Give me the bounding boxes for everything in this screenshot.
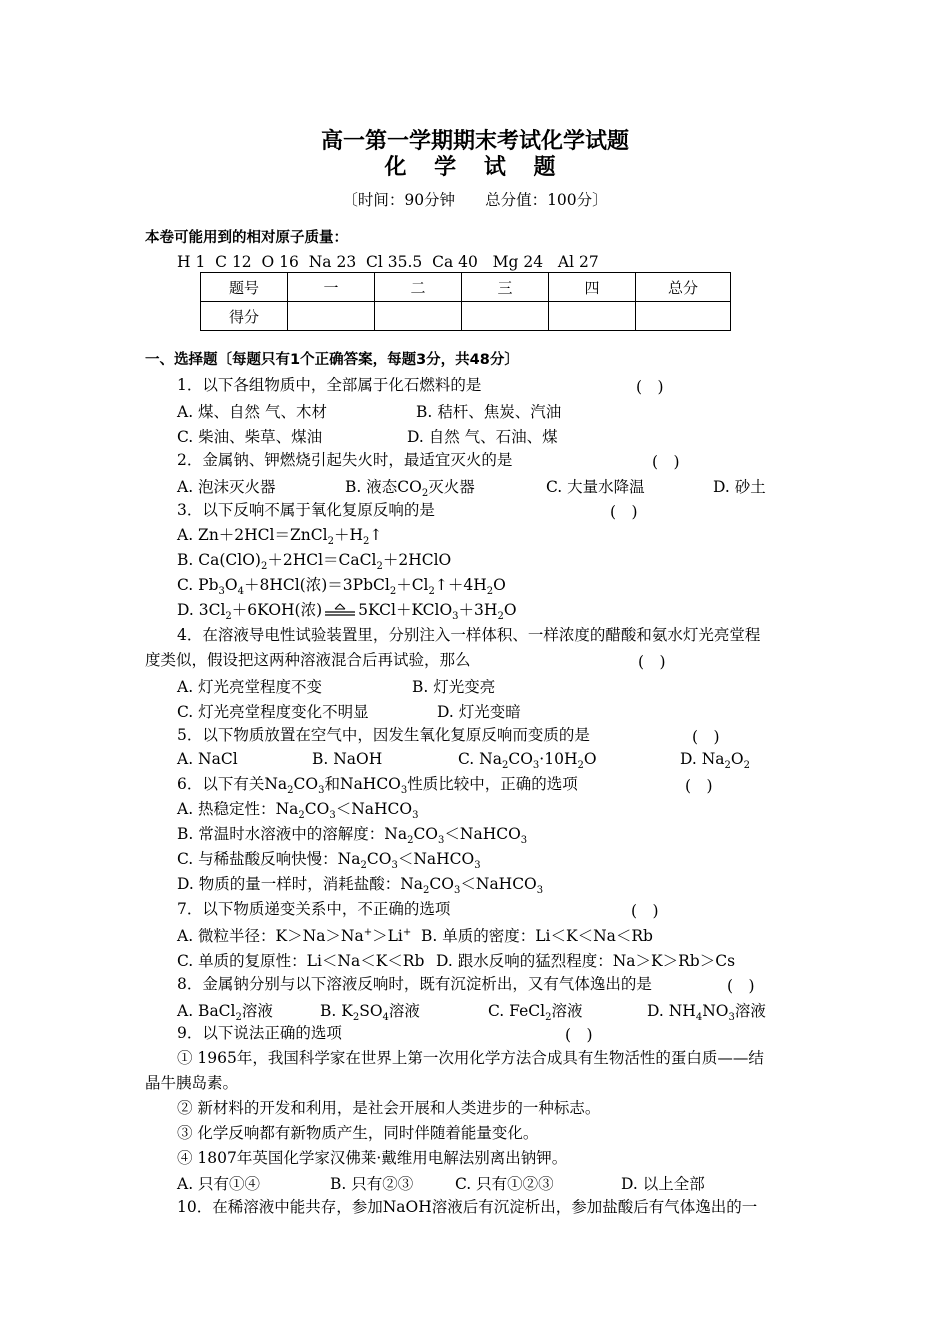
exam-title: 高一第一学期期末考试化学试题	[320, 129, 629, 154]
score-header-cell: 一	[288, 273, 375, 302]
option-c: C. 只有①②③	[455, 1175, 554, 1193]
option-d: D. $3Cl_2+6KOH$(浓) $5KCl+KClO_3+3H_2O$	[177, 601, 517, 623]
score-cell	[288, 302, 375, 331]
option-d: D. 物质的量一样时，消耗盐酸：$Na_2CO_3<NaHCO_3$	[177, 875, 544, 897]
statement-2: ② 新材料的开发和利用，是社会开展和人类进步的一种标志。	[177, 1099, 601, 1117]
atomic-mass-values: H 1 C 12 O 16 Na 23 Cl 35.5 Ca 40 Mg 24 Al 27	[177, 253, 599, 271]
question-1: 1．以下各组物质中，全部属于化石燃料的是	[177, 376, 482, 394]
option-a: A. $Zn+2HCl=ZnCl_2+H_2↑$	[177, 526, 383, 548]
answer-blank: ( )	[610, 503, 638, 521]
heat-equals-icon	[322, 604, 358, 618]
answer-blank: ( )	[631, 902, 659, 920]
score-table	[200, 272, 731, 331]
option-a: A. 热稳定性：$Na_2CO_3<NaHCO_3$	[177, 800, 419, 822]
option-d: D. $NH_4NO_3$溶液	[647, 1002, 766, 1024]
option-b: B. NaOH	[312, 750, 383, 768]
score-header-cell: 题号	[201, 273, 288, 302]
question-10: 10．在稀溶液中能共存，参加NaOH溶液后有沉淀析出，参加盐酸后有气体逸出的一	[177, 1198, 758, 1216]
option-a: A. 微粒半径：K＞Na＞Na+＞Li+	[177, 926, 412, 945]
exam-subtitle: 化 学 试 题	[384, 155, 566, 180]
score-header-cell: 三	[462, 273, 549, 302]
score-header-cell: 二	[375, 273, 462, 302]
option-c: C. 柴油、柴草、煤油	[177, 428, 323, 446]
answer-blank: ( )	[685, 777, 713, 795]
answer-blank: ( )	[565, 1026, 593, 1044]
option-d: D. 砂土	[713, 478, 766, 496]
option-b: B. $Ca(ClO)_2+2HCl=CaCl_2+2HClO$	[177, 551, 452, 573]
score-header-cell: 总分	[636, 273, 731, 302]
option-d: D. 灯光变暗	[437, 703, 521, 721]
option-a: A. NaCl	[177, 750, 238, 768]
option-a: A. 灯光亮堂程度不变	[177, 678, 323, 696]
score-cell	[462, 302, 549, 331]
question-8: 8．金属钠分别与以下溶液反响时，既有沉淀析出，又有气体逸出的是	[177, 975, 652, 993]
score-row-label: 得分	[201, 302, 288, 331]
option-b: B. $K_2SO_4$溶液	[320, 1002, 420, 1024]
statement-1-continued: 晶牛胰岛素。	[145, 1074, 239, 1092]
option-d: D. $Na_2O_2$	[680, 750, 751, 772]
statement-3: ③ 化学反响都有新物质产生，同时伴随着能量变化。	[177, 1124, 539, 1142]
option-d: D. 以上全部	[621, 1175, 705, 1193]
score-table-header-row	[201, 273, 731, 302]
option-d: D. 跟水反响的猛烈程度：Na＞K＞Rb＞Cs	[436, 952, 736, 970]
answer-blank: ( )	[638, 653, 666, 671]
section-heading: 一、选择题〔每题只有1个正确答案，每题3分，共48分〕	[145, 352, 519, 368]
option-c: C. 灯光亮堂程度变化不明显	[177, 703, 369, 721]
time-limit: 〔时间：90分钟	[342, 191, 456, 209]
score-header-cell: 四	[549, 273, 636, 302]
statement-4: ④ 1807年英国化学家汉佛莱·戴维用电解法别离出钠钾。	[177, 1149, 568, 1167]
answer-blank: ( )	[692, 728, 720, 746]
option-b: B. 液态$CO_2$灭火器	[345, 478, 475, 500]
atomic-mass-label: 本卷可能用到的相对原子质量：	[145, 230, 348, 246]
answer-blank: ( )	[636, 378, 664, 396]
score-cell	[375, 302, 462, 331]
option-c: C. 大量水降温	[546, 478, 645, 496]
score-table-score-row	[201, 302, 731, 331]
option-a: A. BaCl$_2$溶液	[177, 1002, 273, 1024]
statement-1: ① 1965年，我国科学家在世界上第一次用化学方法合成具有生物活性的蛋白质——结	[177, 1049, 764, 1067]
option-b: B. 单质的密度：Li＜K＜Na＜Rb	[421, 927, 653, 945]
question-6: 6．以下有关$Na_2CO_3$和NaHCO$_3$性质比较中，正确的选项	[177, 775, 578, 797]
answer-blank: ( )	[652, 453, 680, 471]
question-7: 7．以下物质递变关系中，不正确的选项	[177, 900, 451, 918]
question-9: 9．以下说法正确的选项	[177, 1024, 342, 1042]
question-4-continued: 度类似，假设把这两种溶液混合后再试验，那么	[145, 651, 471, 669]
answer-blank: ( )	[727, 977, 755, 995]
option-b: B. 只有②③	[330, 1175, 414, 1193]
question-3: 3．以下反响不属于氧化复原反响的是	[177, 501, 435, 519]
option-b: B. 灯光变亮	[412, 678, 496, 696]
score-cell	[549, 302, 636, 331]
option-a: A. 泡沫灭火器	[177, 478, 276, 496]
total-score: 总分值：100分〕	[485, 191, 608, 209]
exam-meta	[0, 188, 950, 210]
option-c: C. $Pb_3O_4+8HCl$(浓)$=3PbCl_2+Cl_2↑+4H_2O$	[177, 576, 506, 598]
option-c: C. 单质的复原性：Li＜Na＜K＜Rb	[177, 952, 425, 970]
option-a: A. 煤、自然 气、木材	[177, 403, 327, 421]
option-d: D. 自然 气、石油、煤	[407, 428, 558, 446]
option-c: C. FeCl$_2$溶液	[488, 1002, 583, 1024]
option-b: B. 秸杆、焦炭、汽油	[416, 403, 562, 421]
option-c: C. 与稀盐酸反响快慢：$Na_2CO_3<NaHCO_3$	[177, 850, 481, 872]
question-5: 5．以下物质放置在空气中，因发生氧化复原反响而变质的是	[177, 726, 590, 744]
option-b: B. 常温时水溶液中的溶解度：$Na_2CO_3<NaHCO_3$	[177, 825, 528, 847]
option-a: A. 只有①④	[177, 1175, 261, 1193]
question-2: 2．金属钠、钾燃烧引起失火时，最适宜灭火的是	[177, 451, 513, 469]
question-4: 4．在溶液导电性试验装置里，分别注入一样体积、一样浓度的醋酸和氨水灯光亮堂程	[177, 626, 761, 644]
score-cell	[636, 302, 731, 331]
option-c: C. $Na_2CO_3\cdot 10H_2O$	[458, 750, 597, 772]
